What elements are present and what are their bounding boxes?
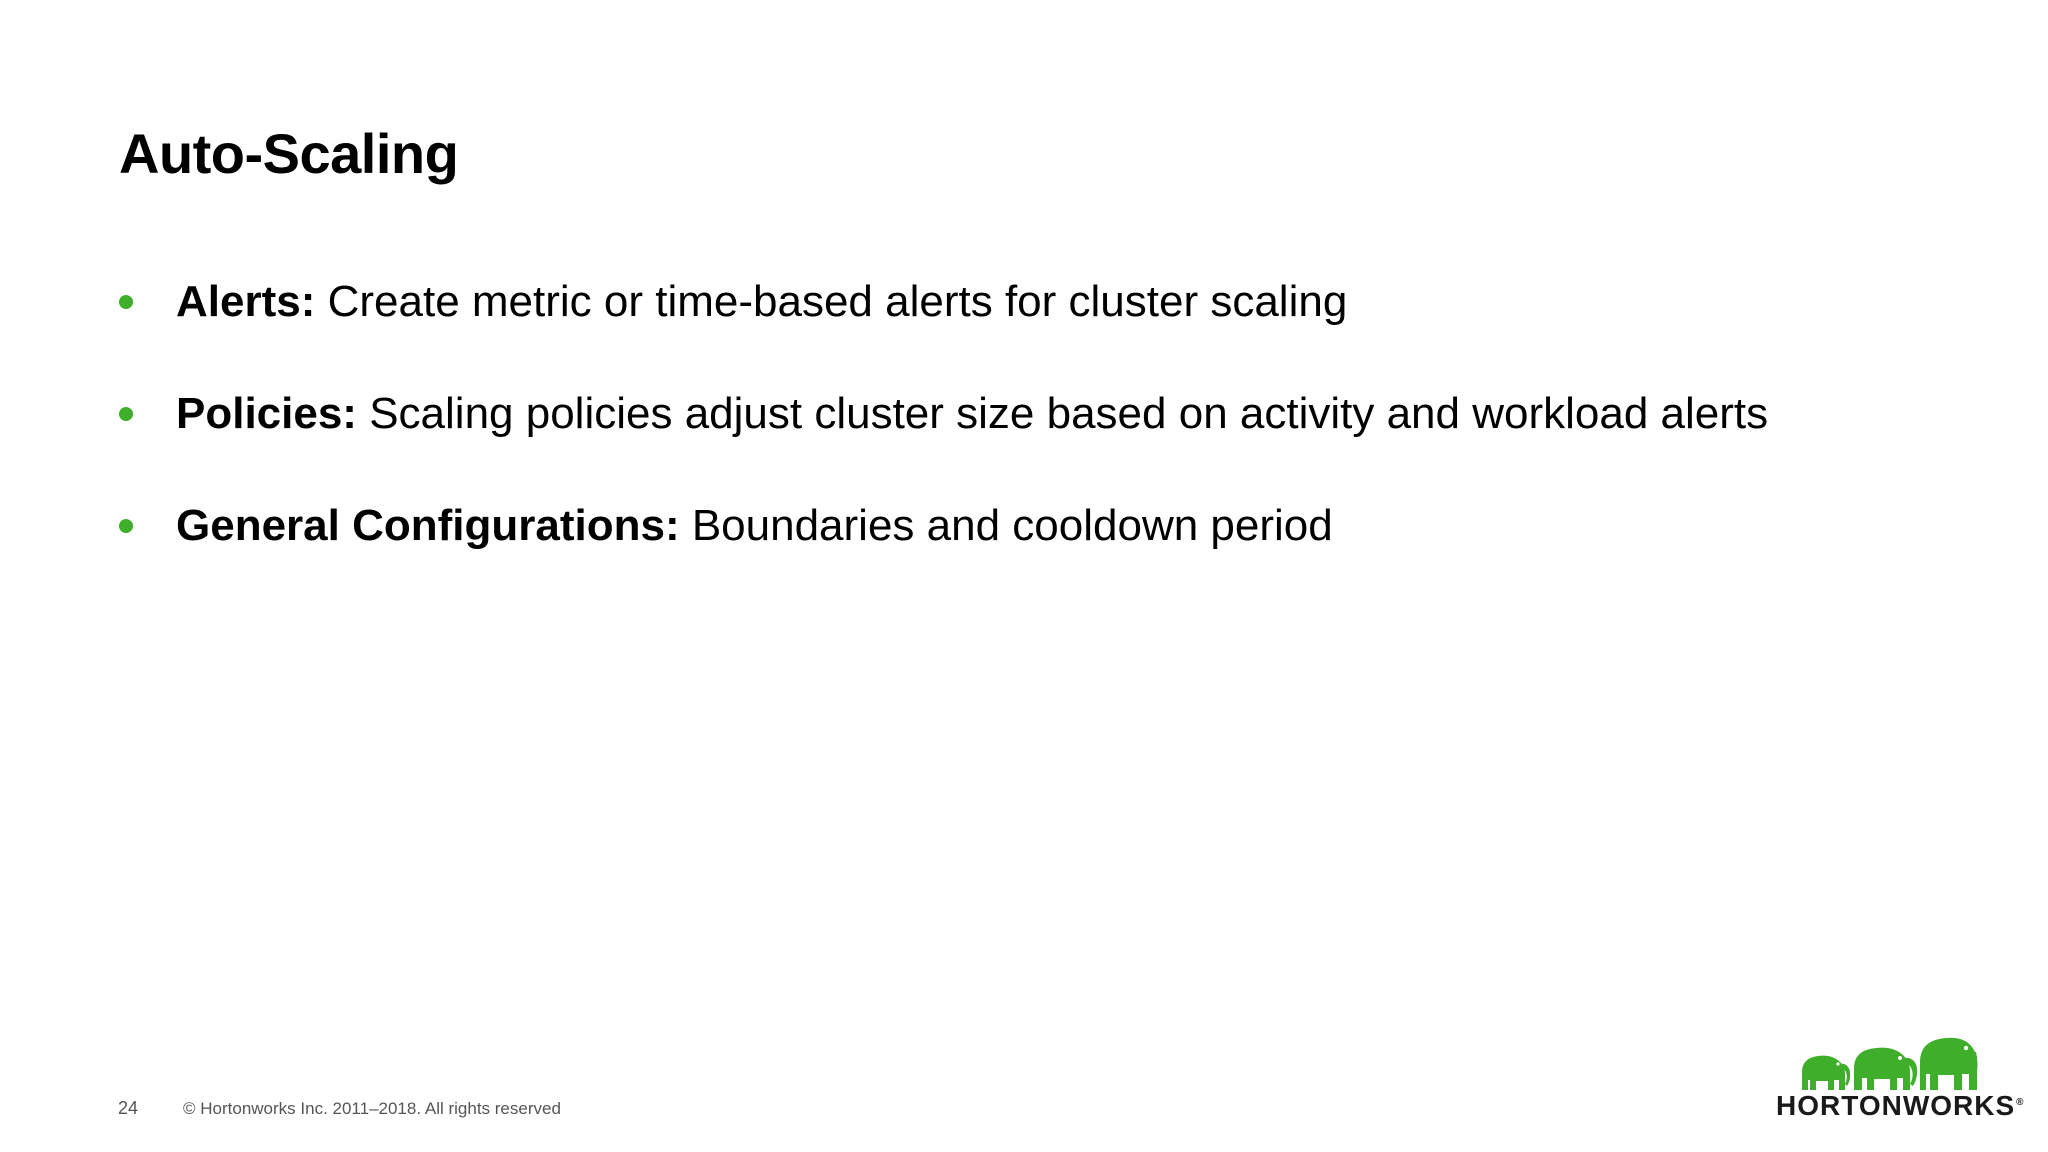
elephant-herd-icon — [1798, 1034, 1978, 1092]
bullet-list — [119, 270, 1768, 606]
bullet-term: Alerts: — [176, 277, 316, 326]
registered-mark: ® — [2016, 1096, 2025, 1108]
logo-wordmark-text: HORTONWORKS — [1776, 1090, 2016, 1121]
bullet-dot-icon — [119, 519, 133, 533]
bullet-term: General Configurations: — [176, 501, 680, 550]
bullet-text — [176, 382, 1768, 446]
bullet-item-general-configurations — [119, 494, 1768, 606]
bullet-description: Create metric or time-based alerts for cluster scaling — [315, 277, 1348, 326]
copyright-notice: © Hortonworks Inc. 2011–2018. All rights reserved — [183, 1099, 561, 1118]
bullet-description: Boundaries and cooldown period — [679, 501, 1333, 550]
hortonworks-logo — [1776, 1034, 2025, 1124]
page-number: 24 — [118, 1098, 139, 1118]
bullet-dot-icon — [119, 407, 133, 421]
bullet-item-alerts — [119, 270, 1768, 382]
bullet-text — [176, 494, 1333, 558]
bullet-term: Policies: — [176, 389, 357, 438]
bullet-dot-icon — [119, 295, 133, 309]
logo-wordmark — [1776, 1090, 2025, 1122]
bullet-description: Scaling policies adjust cluster size based on activity and workload alerts — [356, 389, 1769, 438]
slide-title: Auto-Scaling — [119, 122, 459, 185]
bullet-text — [176, 270, 1347, 334]
bullet-item-policies — [119, 382, 1768, 494]
